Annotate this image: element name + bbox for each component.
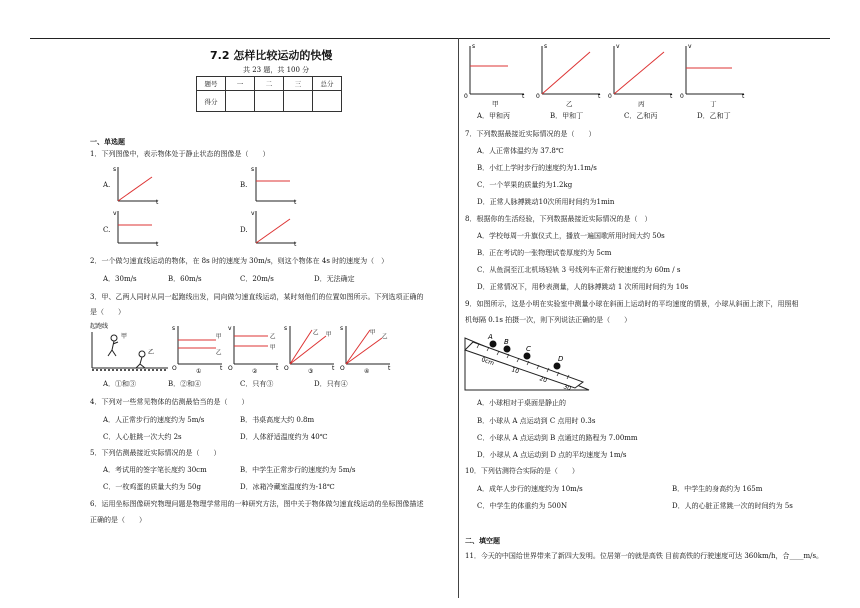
- graph-ding: [678, 40, 752, 108]
- option[interactable]: A．人正常体温约为 37.8℃: [477, 147, 564, 155]
- score-cell[interactable]: [313, 91, 342, 112]
- svg-text:s: s: [340, 325, 344, 332]
- graph-caption: 丙: [638, 100, 645, 108]
- option-label: A.: [103, 181, 111, 189]
- option-label: B.: [240, 181, 248, 189]
- question-text: 是（ ）: [90, 308, 125, 316]
- point-label: D: [558, 355, 564, 363]
- question-text: 9．如图所示，这是小明在实验室中测量小球在斜面上运动时的平均速度的情景，小球从斜面上滚下，用照相: [465, 300, 799, 308]
- svg-text:t: t: [332, 365, 335, 372]
- option[interactable]: A．30m/s: [103, 275, 137, 283]
- top-rule: [30, 38, 830, 39]
- ruler-label: 10: [510, 366, 520, 376]
- svg-text:t: t: [220, 365, 223, 372]
- graph-1: [170, 322, 226, 374]
- question-text: 5．下列估测最接近实际情况的是（ ）: [90, 449, 221, 457]
- graph-3: [282, 322, 338, 374]
- axis-label: t: [294, 241, 297, 247]
- svg-text:乙: 乙: [216, 350, 222, 356]
- svg-text:s: s: [172, 325, 176, 332]
- option-label: D.: [240, 226, 248, 234]
- svg-text:0: 0: [680, 93, 684, 100]
- question-text: 10．下列估测符合实际的是（ ）: [465, 467, 579, 475]
- graph-number: ④: [364, 368, 370, 374]
- option[interactable]: C．20m/s: [240, 275, 274, 283]
- option[interactable]: A．人正常步行的速度约为 5m/s: [103, 416, 205, 424]
- option[interactable]: B．②和④: [168, 380, 202, 388]
- score-header: 题号: [197, 77, 226, 91]
- score-header: 总分: [313, 77, 342, 91]
- option[interactable]: C．从鱼洞至江北机场轻轨 3 号线列车正常行驶速度约为 60m / s: [477, 266, 681, 274]
- runner-label: 甲: [121, 333, 128, 340]
- option[interactable]: D．正常情况下，用秒表测量，人的脉搏跳动 1 次所用时间约为 10s: [477, 283, 689, 291]
- section-title: 一、单选题: [90, 138, 125, 146]
- svg-text:s: s: [472, 43, 476, 50]
- question-text: 3．甲、乙两人同时从同一起跑线出发，同向做匀速直线运动，某时刻他们的位置如图所示。下列选项正确的: [90, 293, 424, 301]
- option[interactable]: B．正在考试的一张物理试卷厚度约为 5cm: [477, 249, 612, 257]
- question-text: 4．下列对一些常见物体的估测最恰当的是（ ）: [90, 398, 249, 406]
- graph-caption: 乙: [566, 100, 573, 108]
- question-text: 7．下列数据最接近实际情况的是（ ）: [465, 130, 596, 138]
- column-divider: [458, 38, 459, 598]
- svg-text:乙: 乙: [313, 330, 319, 336]
- graph-caption: 丁: [710, 100, 717, 108]
- axis-label: t: [294, 199, 297, 205]
- svg-text:甲: 甲: [216, 334, 222, 340]
- option[interactable]: C．一个苹果的质量约为1.2kg: [477, 181, 573, 189]
- point-label: C: [526, 345, 531, 353]
- svg-text:甲: 甲: [370, 330, 376, 336]
- svg-text:0: 0: [464, 93, 468, 100]
- svg-text:v: v: [228, 325, 232, 332]
- score-row-label: 得分: [197, 91, 226, 112]
- svg-text:t: t: [742, 93, 745, 100]
- option[interactable]: C．只有③: [240, 380, 274, 388]
- score-table: [196, 76, 342, 112]
- option[interactable]: D．正常人脉搏跳动10次所用时间约为1min: [477, 198, 615, 206]
- graph-yi: [534, 40, 608, 108]
- option[interactable]: D．只有④: [314, 380, 348, 388]
- svg-text:v: v: [688, 43, 692, 50]
- graph-number: ①: [196, 368, 202, 374]
- graph-d: [250, 207, 300, 247]
- option[interactable]: C．乙和丙: [624, 112, 658, 120]
- option[interactable]: C．中学生的体重约为 500N: [477, 502, 568, 510]
- page-title: 7.2 怎样比较运动的快慢: [210, 49, 333, 62]
- axis-label: t: [156, 199, 159, 205]
- option[interactable]: B．60m/s: [168, 275, 202, 283]
- incline-figure: [463, 334, 593, 394]
- graph-2: [226, 322, 282, 374]
- option[interactable]: A．甲和丙: [477, 112, 511, 120]
- option[interactable]: D．人体舒适温度约为 40℃: [240, 433, 328, 441]
- svg-text:t: t: [598, 93, 601, 100]
- option[interactable]: B．书桌高度大约 0.8m: [240, 416, 315, 424]
- svg-text:0: 0: [536, 93, 540, 100]
- option[interactable]: A．小球相对于桌面是静止的: [477, 399, 567, 407]
- graph-a: [112, 163, 162, 205]
- option-label: C.: [103, 226, 111, 234]
- section-title: 二、填空题: [465, 537, 500, 545]
- svg-text:t: t: [276, 365, 279, 372]
- question-text: 1．下列图像中，表示物体处于静止状态的图像是（ ）: [90, 150, 270, 158]
- svg-text:甲: 甲: [326, 332, 332, 338]
- option[interactable]: C．小球从 A 点运动到 B 点通过的路程为 7.00mm: [477, 434, 638, 442]
- score-header: 一: [226, 77, 255, 91]
- svg-text:s: s: [544, 43, 548, 50]
- question-text: 2．一个做匀速直线运动的物体，在 8s 时的速度为 30m/s，则这个物体在 4s 时的速度为（ ）: [90, 257, 389, 265]
- svg-text:O: O: [172, 365, 177, 372]
- option[interactable]: D．冰箱冷藏室温度约为-18℃: [240, 483, 335, 491]
- option[interactable]: D．无法确定: [314, 275, 355, 283]
- score-cell[interactable]: [226, 91, 255, 112]
- svg-text:s: s: [284, 325, 288, 332]
- option[interactable]: A．成年人步行的速度约为 10m/s: [477, 485, 583, 493]
- graph-c: [112, 207, 162, 247]
- graph-bing: [606, 40, 680, 108]
- svg-text:乙: 乙: [270, 334, 276, 340]
- graph-number: ②: [252, 368, 258, 374]
- point-label: B: [504, 338, 509, 346]
- graph-jia: [462, 40, 532, 108]
- option[interactable]: C．人心脏跳一次大约 2s: [103, 433, 182, 441]
- question-text: 6．运用坐标图像研究物理问题是物理学常用的一种研究方法，图中关于物体做匀速直线运动的坐标图像描述: [90, 500, 424, 508]
- score-header: 二: [255, 77, 284, 91]
- point-label: A: [488, 334, 493, 341]
- graph-4: [338, 322, 394, 374]
- svg-text:甲: 甲: [270, 345, 276, 351]
- option[interactable]: D．小球从 A 点运动到 D 点的平均速度为 1m/s: [477, 451, 627, 459]
- question-text: 机每隔 0.1s 拍摄一次，则下列说法正确的是（ ）: [465, 316, 632, 324]
- option[interactable]: B．甲和丁: [550, 112, 584, 120]
- svg-text:v: v: [616, 43, 620, 50]
- axis-label: v: [113, 210, 117, 217]
- option[interactable]: B．小红上学时步行的速度约为1.1m/s: [477, 164, 597, 172]
- option[interactable]: B．中学生正常步行的速度约为 5m/s: [240, 466, 356, 474]
- option[interactable]: A．学校每周一升旗仪式上，播放一遍国歌所用时间大约 50s: [477, 232, 665, 240]
- option[interactable]: D．乙和丁: [697, 112, 731, 120]
- ruler-label: 20: [538, 375, 548, 385]
- option[interactable]: C．一枚鸡蛋的质量大约为 50g: [103, 483, 201, 491]
- svg-text:t: t: [670, 93, 673, 100]
- option[interactable]: D．人的心脏正常跳一次的时间约为 5s: [672, 502, 793, 510]
- option[interactable]: B．小球从 A 点运动到 C 点用时 0.3s: [477, 417, 596, 425]
- score-cell[interactable]: [255, 91, 284, 112]
- total-score-note: 共 23 题，共 100 分: [243, 66, 310, 74]
- svg-text:乙: 乙: [382, 334, 388, 340]
- svg-text:O: O: [340, 365, 345, 372]
- option[interactable]: A．考试用的签字笔长度约 30cm: [103, 466, 207, 474]
- axis-label: s: [251, 166, 255, 173]
- svg-text:O: O: [228, 365, 233, 372]
- svg-text:t: t: [522, 93, 525, 100]
- svg-text:O: O: [284, 365, 289, 372]
- score-cell[interactable]: [284, 91, 313, 112]
- question-text: 正确的是（ ）: [90, 516, 146, 524]
- axis-label: t: [156, 241, 159, 247]
- axis-label: s: [113, 166, 117, 173]
- start-line-label: 起跑线: [90, 323, 109, 330]
- svg-text:0: 0: [608, 93, 612, 100]
- svg-text:t: t: [388, 365, 391, 372]
- question-text: 8．根据你的生活经验，下列数据最接近实际情况的是（ ）: [465, 215, 652, 223]
- option[interactable]: A．①和③: [103, 380, 137, 388]
- race-figure: [88, 320, 170, 372]
- runner-label: 乙: [148, 349, 155, 356]
- ruler-label: 30: [562, 383, 572, 393]
- graph-caption: 甲: [492, 100, 499, 108]
- question-text: 11．今天的中国给世界带来了新四大发明。位居第一的就是高铁 目前高铁的行驶速度可达 360km/h，合____m/s。: [465, 552, 824, 560]
- option[interactable]: B．中学生的身高约为 165m: [672, 485, 763, 493]
- score-header: 三: [284, 77, 313, 91]
- axis-label: v: [251, 210, 255, 217]
- graph-number: ③: [308, 368, 314, 374]
- ruler-label: 0cm: [480, 356, 495, 368]
- graph-b: [250, 163, 300, 205]
